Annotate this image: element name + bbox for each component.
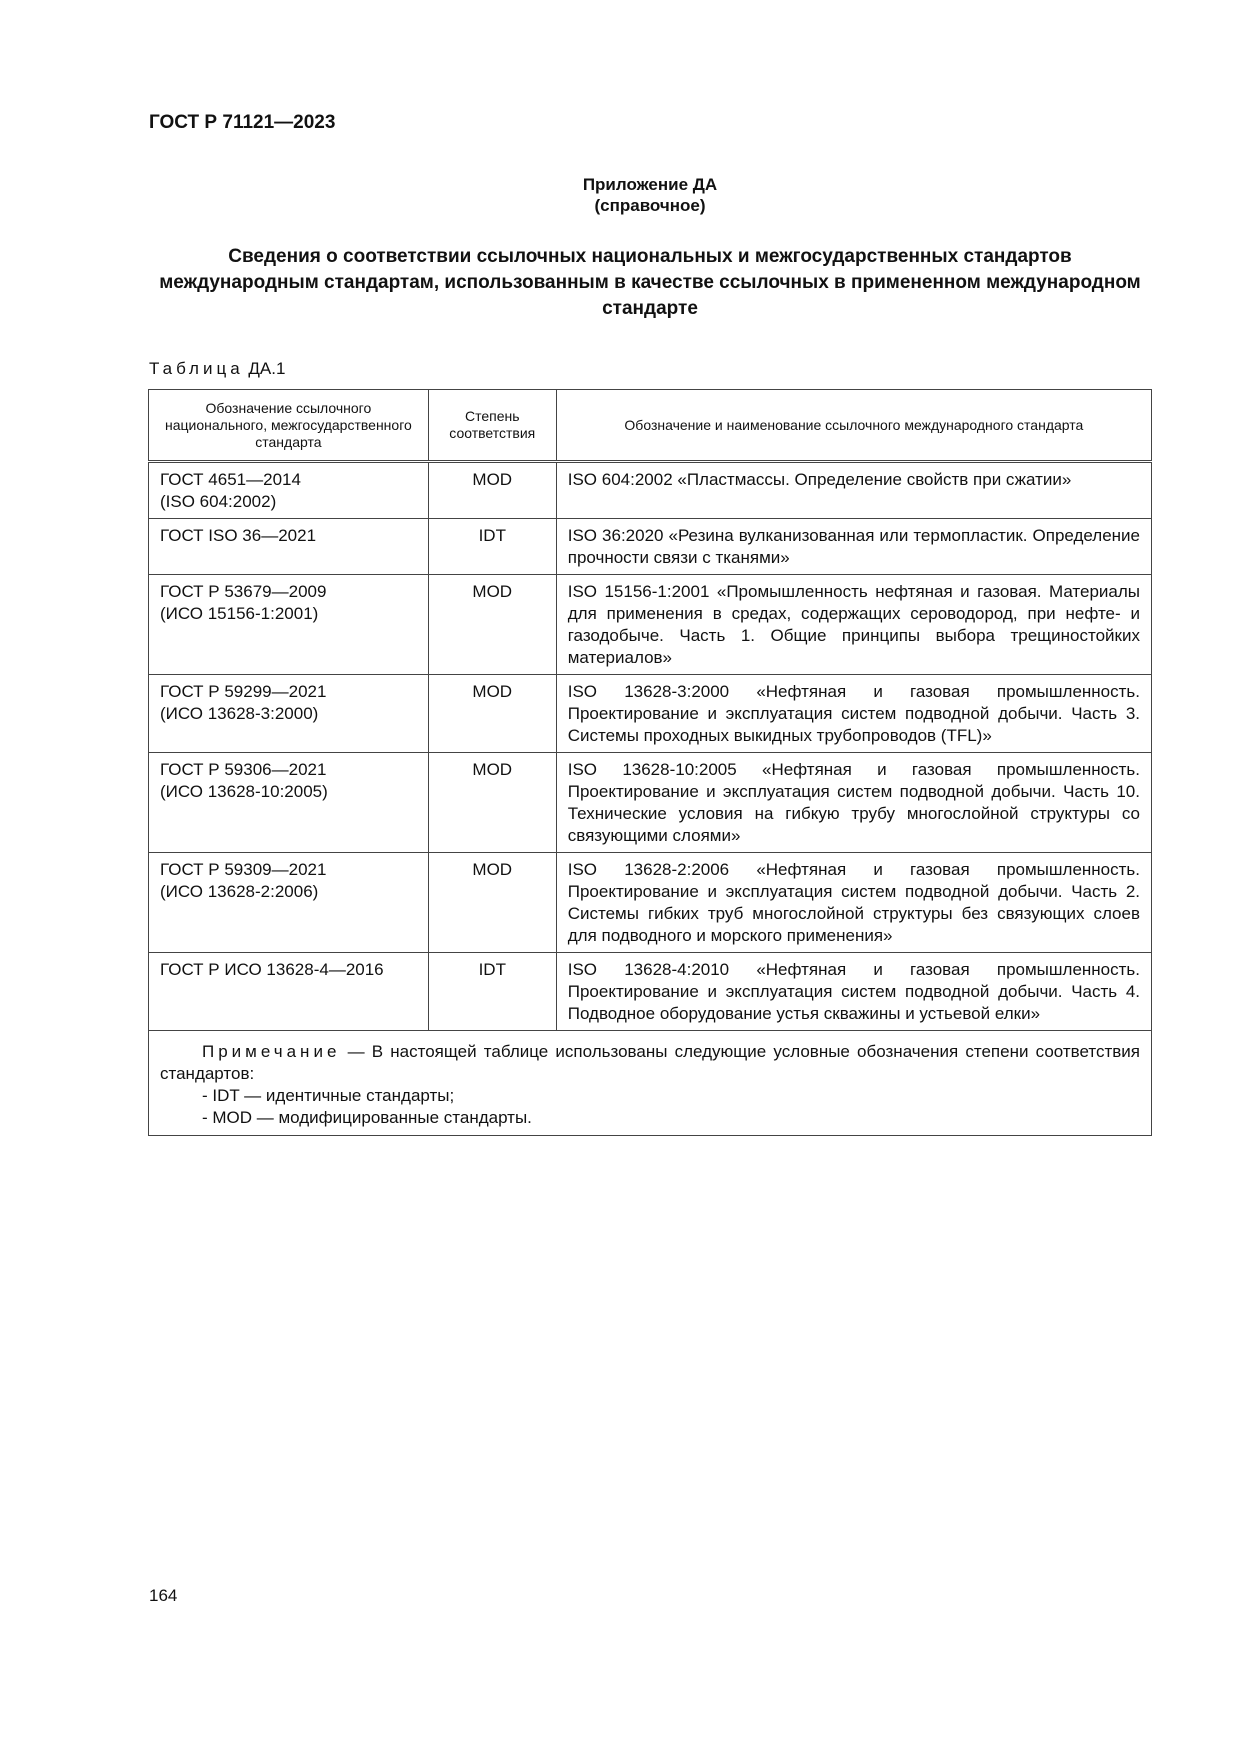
annex-heading: [0, 174, 1241, 216]
column-header-designation: Обозначение ссылочного национального, межгосударственного стандарта: [149, 390, 429, 462]
cell-degree: IDT: [428, 953, 556, 1031]
note-paragraph: [160, 1041, 1140, 1085]
cell-international: ISO 13628-2:2006 «Нефтяная и газовая промышленность. Проектирование и эксплуатация систем подводной добычи. Часть 2. Системы гибких труб многослойной структуры без связующих слоев для подводного и морского применения»: [556, 853, 1151, 953]
annex-title: Сведения о соответствии ссылочных национальных и межгосударственных стандартов международным стандартам, использованным в качестве ссылочных в примененном международном стандарте: [159, 246, 1141, 319]
table-row: [149, 519, 1152, 575]
cell-international: ISO 604:2002 «Пластмассы. Определение свойств при сжатии»: [556, 462, 1151, 519]
cell-designation: ГОСТ Р 59309—2021 (ИСО 13628-2:2006): [149, 853, 429, 953]
page-number: 164: [149, 1586, 178, 1605]
table-row: [149, 575, 1152, 675]
column-header-international: Обозначение и наименование ссылочного международного стандарта: [556, 390, 1151, 462]
table-header-row: [149, 390, 1152, 462]
cell-degree: IDT: [428, 519, 556, 575]
annex-type: (справочное): [594, 196, 706, 215]
cell-degree: MOD: [428, 853, 556, 953]
note-item-mod: - MOD — модифицированные стандарты.: [202, 1108, 532, 1127]
cell-degree: MOD: [428, 675, 556, 753]
cell-designation: ГОСТ Р ИСО 13628-4—2016: [149, 953, 429, 1031]
cell-degree: MOD: [428, 462, 556, 519]
cell-international: ISO 15156-1:2001 «Промышленность нефтяная и газовая. Материалы для применения в средах, содержащих сероводород, при нефте- и газодобыче. Часть 1. Общие принципы выбора трещиностойких материалов»: [556, 575, 1151, 675]
cell-degree: MOD: [428, 575, 556, 675]
column-header-degree: Степень соответствия: [428, 390, 556, 462]
cell-designation: ГОСТ Р 59299—2021 (ИСО 13628-3:2000): [149, 675, 429, 753]
annex-label: Приложение ДА: [582, 175, 718, 194]
cell-designation: ГОСТ ISO 36—2021: [149, 519, 429, 575]
standards-table: [148, 389, 1152, 1136]
cell-international: ISO 36:2020 «Резина вулканизованная или термопластик. Определение прочности связи с тканями»: [556, 519, 1151, 575]
cell-degree: MOD: [428, 753, 556, 853]
cell-international: ISO 13628-4:2010 «Нефтяная и газовая промышленность. Проектирование и эксплуатация систем подводной добычи. Часть 4. Подводное оборудование устья скважины и устьевой елки»: [556, 953, 1151, 1031]
cell-international: ISO 13628-3:2000 «Нефтяная и газовая промышленность. Проектирование и эксплуатация систем подводной добычи. Часть 3. Системы проходных выкидных трубопроводов (TFL)»: [556, 675, 1151, 753]
table-row: [149, 953, 1152, 1031]
note-text: — В настоящей таблице использованы следующие условные обозначения степени соответствия стандартов:: [160, 1042, 1140, 1083]
table-row: [149, 753, 1152, 853]
cell-designation: ГОСТ 4651—2014 (ISO 604:2002): [149, 462, 429, 519]
note-label: Примечание: [202, 1042, 341, 1061]
table-note: [149, 1031, 1152, 1136]
table-row: [149, 462, 1152, 519]
table-row: [149, 675, 1152, 753]
table-row: [149, 853, 1152, 953]
cell-designation: ГОСТ Р 53679—2009 (ИСО 15156-1:2001): [149, 575, 429, 675]
table-note-row: [149, 1031, 1152, 1136]
cell-international: ISO 13628-10:2005 «Нефтяная и газовая промышленность. Проектирование и эксплуатация систем подводной добычи. Часть 10. Технические условия на гибкую трубу многослойной структуры со связующими слоями»: [556, 753, 1151, 853]
table-caption: [149, 359, 285, 379]
document-code: ГОСТ Р 71121—2023: [149, 112, 336, 133]
cell-designation: ГОСТ Р 59306—2021 (ИСО 13628-10:2005): [149, 753, 429, 853]
table-caption-number: ДА.1: [248, 359, 286, 378]
table-caption-word: Таблица: [149, 359, 244, 378]
note-item-idt: - IDT — идентичные стандарты;: [202, 1086, 455, 1105]
